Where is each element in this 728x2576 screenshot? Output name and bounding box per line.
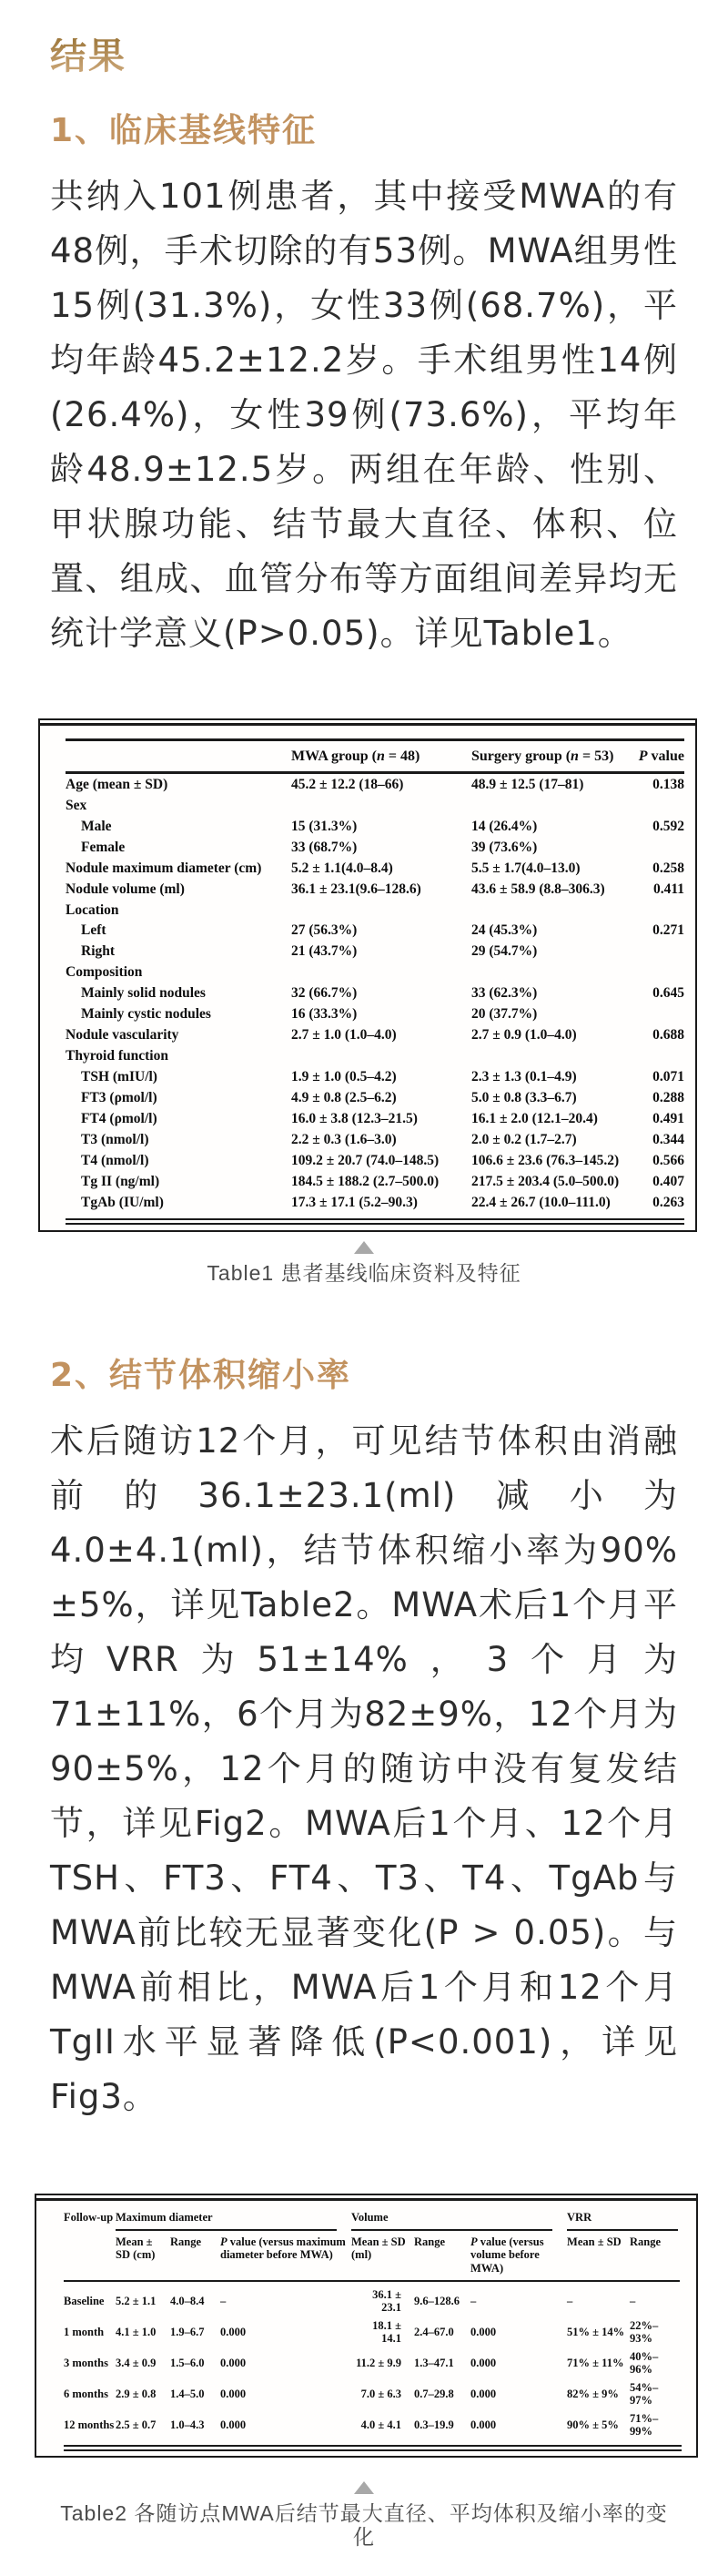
table-cell: 3.4 ± 0.9: [116, 2357, 157, 2370]
p-value: 0.271: [652, 922, 684, 939]
table1-header-empty: [66, 740, 291, 773]
table-cell: 2.9 ± 0.8: [116, 2388, 157, 2401]
row-label: Composition: [66, 964, 143, 981]
p-value: [635, 942, 684, 962]
surgery-value: 14 (26.4%): [471, 818, 538, 834]
row-label: Nodule maximum diameter (cm): [66, 860, 262, 876]
row-label: FT4 (ρmol/l): [81, 1111, 157, 1127]
table-cell: 4.0–8.4: [170, 2281, 220, 2316]
p-value: 0.407: [652, 1174, 684, 1190]
table2-figure: [35, 2194, 698, 2459]
table2-group-volume: Volume: [351, 2208, 567, 2231]
followup-label: Baseline: [64, 2281, 116, 2316]
row-label: Thyroid function: [66, 1048, 168, 1064]
table2-subheader-v-mean: Mean ± SD (ml): [351, 2235, 406, 2262]
surgery-value: 39 (73.6%): [471, 839, 538, 855]
table1-row: [66, 983, 684, 1004]
mwa-value: 2.7 ± 1.0 (1.0–4.0): [291, 1027, 397, 1044]
table1-row: [66, 816, 684, 837]
table1-body: [66, 773, 684, 1214]
table2-caption: Table2 各随访点MWA后结节最大直径、平均体积及缩小率的变化: [60, 2501, 668, 2550]
table1-row: [66, 1151, 684, 1172]
section-2-paragraph: 术后随访12个月，可见结节体积由消融前的36.1±23.1(ml)减小为4.0±4.1(ml)，结节体积缩小率为90%±5%，详见Table2。MWA术后1个月平均VRR为51±14%，3个月为71±11%，6个月为82±9%，12个月为90±5%，12个月的随访中没有复发结节，详见Fig2。MWA后1个月、12个月TSH、FT3、FT4、T3、T4、TgAb与MWA前比较无显著变化(P > 0.05)。与MWA前相比，MWA后1个月和12个月TgII水平显著降低(P<0.001)，详见Fig3。: [50, 1420, 678, 2116]
table2-subheader-d-range: Range: [170, 2235, 202, 2248]
mwa-value: 27 (56.3%): [291, 922, 358, 939]
table-cell: 1.3–47.1: [414, 2357, 454, 2370]
table1-row: [66, 900, 684, 921]
table2-subheader-v-range: Range: [414, 2235, 446, 2248]
table1-row: [66, 773, 684, 795]
table1-row: [66, 1193, 684, 1214]
surgery-value: 22.4 ± 26.7 (10.0–111.0): [471, 1195, 611, 1211]
followup-label: 6 months: [64, 2388, 108, 2401]
table1-row: [66, 1130, 684, 1151]
table1-caption: Table1 患者基线临床资料及特征: [207, 1260, 521, 1285]
surgery-value: [471, 962, 635, 983]
surgery-value: 43.6 ± 58.9 (8.8–306.3): [471, 881, 605, 897]
row-label: Female: [81, 839, 126, 855]
table-cell: 18.1 ± 14.1: [372, 2319, 401, 2346]
table1-row: [66, 879, 684, 900]
surgery-value: 16.1 ± 2.0 (12.1–20.4): [471, 1111, 598, 1127]
table-cell: 4.0 ± 4.1: [360, 2418, 401, 2432]
section-1-heading: 1、临床基线特征: [50, 112, 318, 149]
table-cell: 2.4–67.0: [414, 2326, 454, 2339]
p-value: 0.645: [652, 985, 684, 1002]
table-cell: 7.0 ± 6.3: [360, 2388, 401, 2401]
followup-label: 12 months: [64, 2418, 115, 2432]
table-cell: –: [567, 2281, 630, 2316]
table2-header-followup: Follow-up: [64, 2210, 114, 2224]
table1-row: [66, 942, 684, 962]
table-cell: –: [470, 2281, 567, 2316]
table-cell: 11.2 ± 9.9: [356, 2357, 401, 2370]
table-cell: 5.2 ± 1.1: [116, 2281, 170, 2316]
row-label: Location: [66, 901, 119, 918]
table2-row: [64, 2316, 680, 2347]
table1-row: [66, 837, 684, 858]
p-value: 0.688: [652, 1027, 684, 1044]
row-label: TSH (mIU/l): [81, 1069, 157, 1085]
table2-group-max-diameter: Maximum diameter: [116, 2208, 351, 2231]
p-value: [635, 900, 684, 921]
section-baseline-characteristics: [50, 112, 684, 1285]
table-cell: –: [220, 2281, 351, 2316]
table1-header-mwa: MWA group (n = 48): [291, 740, 471, 773]
table2-subheader-vrr-range: Range: [630, 2235, 662, 2248]
table2-subheader-vrr-mean: Mean ± SD: [567, 2235, 622, 2248]
table-cell: 1.5–6.0: [170, 2357, 205, 2370]
table1-row: [66, 1172, 684, 1193]
mwa-value: 16 (33.3%): [291, 1006, 358, 1023]
table1-header-row: [66, 740, 684, 773]
table-cell: 71%–99%: [630, 2412, 659, 2439]
table1-row: [66, 1088, 684, 1109]
mwa-value: 109.2 ± 20.7 (74.0–148.5): [291, 1153, 440, 1169]
table-cell: 71% ± 11%: [567, 2357, 624, 2370]
surgery-value: 24 (45.3%): [471, 922, 538, 939]
table1-row: [66, 962, 684, 983]
table2-body: [64, 2281, 680, 2440]
p-value: 0.138: [652, 776, 684, 792]
mwa-value: 32 (66.7%): [291, 985, 358, 1002]
surgery-value: 33 (62.3%): [471, 985, 538, 1002]
row-label: Right: [81, 943, 116, 960]
table2-group-vrr: VRR: [567, 2208, 680, 2231]
table1-row: [66, 795, 684, 816]
mwa-value: [291, 795, 471, 816]
table-cell: 0.000: [470, 2388, 497, 2401]
table-cell: 0.3–19.9: [414, 2418, 454, 2432]
table2-subheader-d-mean: Mean ± SD (cm): [116, 2235, 156, 2262]
surgery-value: 5.5 ± 1.7(4.0–13.0): [471, 860, 581, 876]
p-value: 0.263: [652, 1195, 684, 1211]
table-cell: 1.0–4.3: [170, 2418, 205, 2432]
row-label: Sex: [66, 797, 87, 813]
followup-label: 1 month: [64, 2326, 105, 2339]
mwa-value: 2.2 ± 0.3 (1.6–3.0): [291, 1132, 397, 1148]
table1-header-surgery: Surgery group (n = 53): [471, 740, 635, 773]
mwa-value: 5.2 ± 1.1(4.0–8.4): [291, 860, 393, 876]
p-value: 0.592: [652, 818, 684, 834]
table-cell: 22%–93%: [630, 2319, 659, 2346]
table1-row: [66, 1004, 684, 1025]
table2-group-header-row: [64, 2208, 680, 2231]
row-label: Left: [81, 922, 106, 939]
p-value: 0.566: [652, 1153, 684, 1169]
table-cell: 0.000: [220, 2326, 247, 2339]
table1-row: [66, 858, 684, 879]
row-label: Nodule vascularity: [66, 1027, 179, 1044]
table1-top-rule: [40, 723, 695, 726]
surgery-value: 48.9 ± 12.5 (17–81): [471, 776, 584, 792]
p-value: 0.258: [652, 860, 684, 876]
mwa-value: 17.3 ± 17.1 (5.2–90.3): [291, 1195, 418, 1211]
p-value: [635, 795, 684, 816]
p-value: [635, 1046, 684, 1067]
table1-figure: [38, 718, 697, 1232]
table2-row: [64, 2409, 680, 2440]
table1-header-pvalue: P value: [635, 740, 684, 773]
table2-caption-block: [50, 2481, 678, 2549]
mwa-value: 33 (68.7%): [291, 839, 358, 855]
table2-top-rule: [36, 2198, 696, 2201]
mwa-value: 16.0 ± 3.8 (12.3–21.5): [291, 1111, 418, 1127]
row-label: Age (mean ± SD): [66, 776, 168, 792]
table-cell: 0.000: [470, 2418, 497, 2432]
mwa-value: 36.1 ± 23.1(9.6–128.6): [291, 881, 421, 897]
p-value: [635, 962, 684, 983]
surgery-value: 5.0 ± 0.8 (3.3–6.7): [471, 1090, 577, 1106]
row-label: T3 (nmol/l): [81, 1132, 149, 1148]
table-cell: 0.000: [220, 2418, 247, 2432]
mwa-value: 21 (43.7%): [291, 943, 358, 960]
row-label: Nodule volume (ml): [66, 881, 185, 897]
table-cell: 51% ± 14%: [567, 2326, 625, 2339]
surgery-value: 106.6 ± 23.6 (76.3–145.2): [471, 1153, 620, 1169]
row-label: Male: [81, 818, 112, 834]
section-1-paragraph: 共纳入101例患者，其中接受MWA的有48例，手术切除的有53例。MWA组男性15例(31.3%)，女性33例(68.7%)，平均年龄45.2±12.2岁。手术组男性14例(26.4%)，女性39例(73.6%)，平均年龄48.9±12.5岁。两组在年龄、性别、甲状腺功能、结节最大直径、体积、位置、组成、血管分布等方面组间差异均无统计学意义(P>0.05)。详见Table1。: [50, 177, 678, 653]
table1-row: [66, 1025, 684, 1046]
mwa-value: [291, 900, 471, 921]
table2-subheader-d-pvalue: P value (versus maximum diameter before MWA): [220, 2235, 346, 2262]
table-cell: 1.4–5.0: [170, 2388, 205, 2401]
table-cell: 1.9–6.7: [170, 2326, 205, 2339]
row-label: Mainly cystic nodules: [81, 1006, 211, 1023]
row-label: Mainly solid nodules: [81, 985, 206, 1002]
table2-row: [64, 2347, 680, 2378]
table-cell: 0.000: [470, 2357, 497, 2370]
p-value: 0.071: [652, 1069, 684, 1085]
section-2-heading: 2、结节体积缩小率: [50, 1356, 352, 1394]
row-label: T4 (nmol/l): [81, 1153, 149, 1169]
table2-row: [64, 2281, 680, 2316]
p-value: 0.491: [652, 1111, 684, 1127]
mwa-value: 45.2 ± 12.2 (18–66): [291, 776, 404, 792]
table-cell: 40%–96%: [630, 2350, 659, 2377]
mwa-value: [291, 962, 471, 983]
surgery-value: 2.3 ± 1.3 (0.1–4.9): [471, 1069, 577, 1085]
table2-subheader-row: [64, 2231, 680, 2282]
table1-row: [66, 921, 684, 942]
surgery-value: 20 (37.7%): [471, 1006, 538, 1023]
table1-bottom-rule: [66, 1218, 684, 1225]
row-label: FT3 (ρmol/l): [81, 1090, 157, 1106]
collapse-triangle-icon[interactable]: [354, 2481, 374, 2494]
followup-label: 3 months: [64, 2357, 108, 2370]
surgery-value: [471, 900, 635, 921]
surgery-value: 217.5 ± 203.4 (5.0–500.0): [471, 1174, 620, 1190]
p-value: [635, 837, 684, 858]
section-volume-reduction: [50, 1356, 678, 2550]
p-value: 0.288: [652, 1090, 684, 1106]
table-cell: 0.7–29.8: [414, 2388, 454, 2401]
mwa-value: 15 (31.3%): [291, 818, 358, 834]
mwa-value: 4.9 ± 0.8 (2.5–6.2): [291, 1090, 397, 1106]
table1-caption-block: [50, 1241, 678, 1285]
table1: [66, 738, 684, 1214]
surgery-value: [471, 1046, 635, 1067]
table-cell: 82% ± 9%: [567, 2388, 619, 2401]
table-cell: 0.000: [470, 2326, 497, 2339]
row-label: TgAb (IU/ml): [81, 1195, 164, 1211]
surgery-value: 2.0 ± 0.2 (1.7–2.7): [471, 1132, 577, 1148]
table-cell: 2.5 ± 0.7: [116, 2418, 157, 2432]
table-cell: 9.6–128.6: [414, 2281, 470, 2316]
page-title: 结果: [50, 36, 126, 77]
table1-row: [66, 1046, 684, 1067]
table1-row: [66, 1109, 684, 1130]
table2: [64, 2208, 680, 2441]
table-cell: 0.000: [220, 2388, 247, 2401]
surgery-value: 29 (54.7%): [471, 943, 538, 960]
surgery-value: 2.7 ± 0.9 (1.0–4.0): [471, 1027, 577, 1044]
table-cell: 90% ± 5%: [567, 2418, 619, 2432]
mwa-value: 1.9 ± 1.0 (0.5–4.2): [291, 1069, 397, 1085]
table2-subheader-v-pvalue: P value (versus volume before MWA): [470, 2235, 544, 2275]
table2-bottom-rule: [64, 2445, 682, 2451]
table-cell: 54%–97%: [630, 2381, 659, 2408]
mwa-value: 184.5 ± 188.2 (2.7–500.0): [291, 1174, 440, 1190]
table-cell: 36.1 ± 23.1: [351, 2281, 414, 2316]
collapse-triangle-icon[interactable]: [354, 1241, 374, 1254]
mwa-value: [291, 1046, 471, 1067]
table-cell: 4.1 ± 1.0: [116, 2326, 157, 2339]
surgery-value: [471, 795, 635, 816]
p-value: 0.344: [652, 1132, 684, 1148]
table2-row: [64, 2378, 680, 2409]
row-label: Tg II (ng/ml): [81, 1174, 160, 1190]
table1-row: [66, 1067, 684, 1088]
table-cell: 0.000: [220, 2357, 247, 2370]
p-value: 0.411: [652, 881, 684, 897]
table-cell: –: [630, 2281, 680, 2316]
p-value: [635, 1004, 684, 1025]
